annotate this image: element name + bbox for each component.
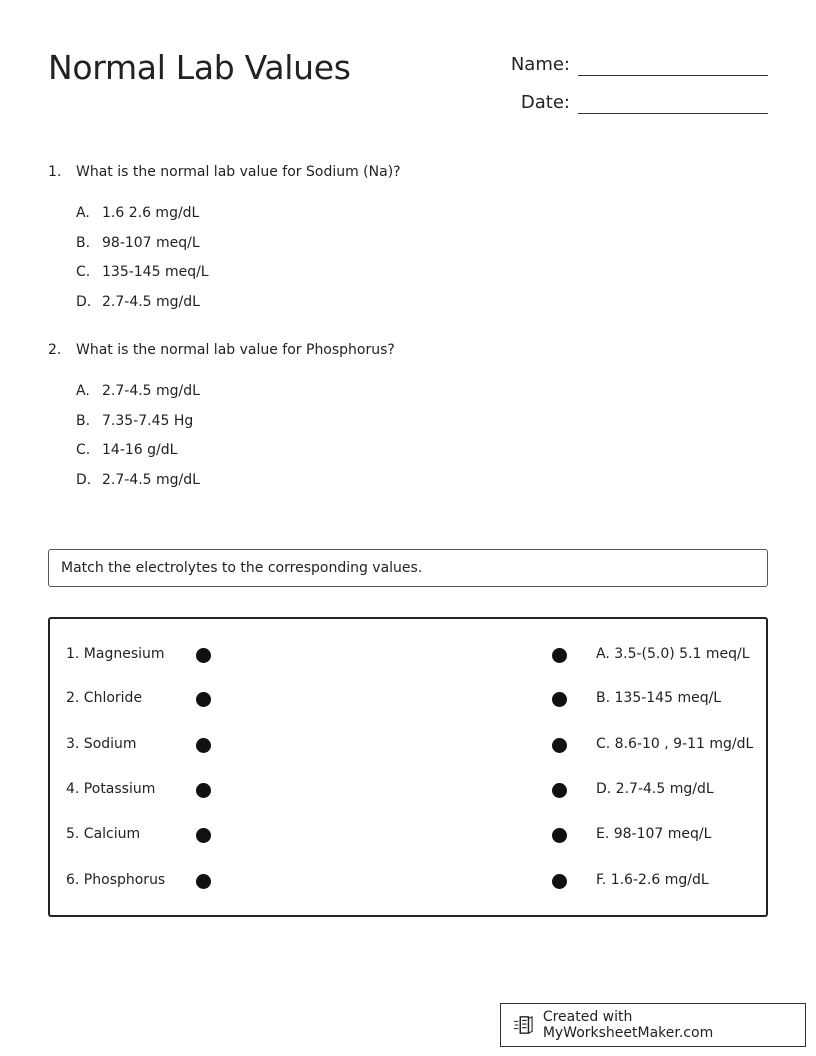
option-text: 2.7-4.5 mg/dL [102,293,200,310]
worksheet-maker-logo-icon [513,1014,535,1036]
match-left-dot[interactable] [196,692,211,707]
question-number: 1. [48,164,62,180]
match-left-dot[interactable] [196,648,211,663]
match-right-dot[interactable] [552,692,567,707]
match-left-dot[interactable] [196,828,211,843]
option-d[interactable] [76,472,200,502]
option-letter: B. [76,234,91,251]
option-letter: B. [76,412,91,429]
option-letter: D. [76,471,92,488]
option-letter: A. [76,383,90,399]
footer-text: Created with MyWorksheetMaker.com [542,1009,714,1041]
match-right-dot[interactable] [552,783,567,798]
match-right-item: E. 98-107 meq/L [596,826,712,842]
option-text: 7.35-7.45 Hg [102,412,194,429]
match-row [50,734,766,758]
footer-badge[interactable] [500,1003,806,1047]
option-text: 14-16 g/dL [102,442,178,458]
name-label: Name: [510,54,570,75]
option-c[interactable] [76,442,200,472]
match-right-item: B. 135-145 meq/L [596,690,722,706]
name-field[interactable] [578,52,768,76]
match-left-dot[interactable] [196,738,211,753]
match-left-item: 6. Phosphorus [66,872,166,888]
date-field-row [508,90,768,114]
option-text: 2.7-4.5 mg/dL [102,471,200,488]
option-letter: D. [76,293,92,310]
option-a[interactable] [76,383,200,413]
option-letter: C. [76,442,91,458]
match-left-item: 1. Magnesium [66,646,165,662]
match-right-dot[interactable] [552,874,567,889]
question-1 [48,164,401,180]
option-letter: A. [76,205,90,221]
question-text: What is the normal lab value for Sodium (Na)? [76,164,401,180]
match-right-item: D. 2.7-4.5 mg/dL [596,781,714,797]
match-right-item: F. 1.6-2.6 mg/dL [596,872,709,888]
match-left-dot[interactable] [196,783,211,798]
match-row [50,824,766,848]
option-b[interactable] [76,235,209,265]
option-letter: C. [76,264,91,280]
match-left-dot[interactable] [196,874,211,889]
match-row [50,688,766,712]
question-1-options [76,205,209,323]
match-row [50,644,766,668]
option-b[interactable] [76,413,200,443]
matching-instruction: Match the electrolytes to the corresponding values. [48,549,768,587]
option-text: 135-145 meq/L [102,264,209,280]
matching-box [48,617,768,917]
match-left-item: 3. Sodium [66,736,137,752]
match-right-dot[interactable] [552,738,567,753]
match-row [50,870,766,894]
option-c[interactable] [76,264,209,294]
question-text: What is the normal lab value for Phosphorus? [76,342,395,358]
match-left-item: 5. Calcium [66,826,141,842]
match-right-dot[interactable] [552,828,567,843]
option-a[interactable] [76,205,209,235]
date-field[interactable] [578,90,768,114]
date-label: Date: [520,92,570,113]
option-text: 98-107 meq/L [102,234,200,251]
match-right-item: C. 8.6-10 , 9-11 mg/dL [596,736,754,752]
page-title: Normal Lab Values [48,48,351,87]
match-left-item: 2. Chloride [66,690,143,706]
question-2 [48,342,395,358]
match-right-dot[interactable] [552,648,567,663]
match-row [50,779,766,803]
match-left-item: 4. Potassium [66,781,156,797]
question-2-options [76,383,200,501]
name-field-row [508,52,768,76]
match-right-item: A. 3.5-(5.0) 5.1 meq/L [596,646,750,662]
option-d[interactable] [76,294,209,324]
question-number: 2. [48,342,62,358]
option-text: 2.7-4.5 mg/dL [102,383,200,399]
option-text: 1.6 2.6 mg/dL [102,205,200,221]
